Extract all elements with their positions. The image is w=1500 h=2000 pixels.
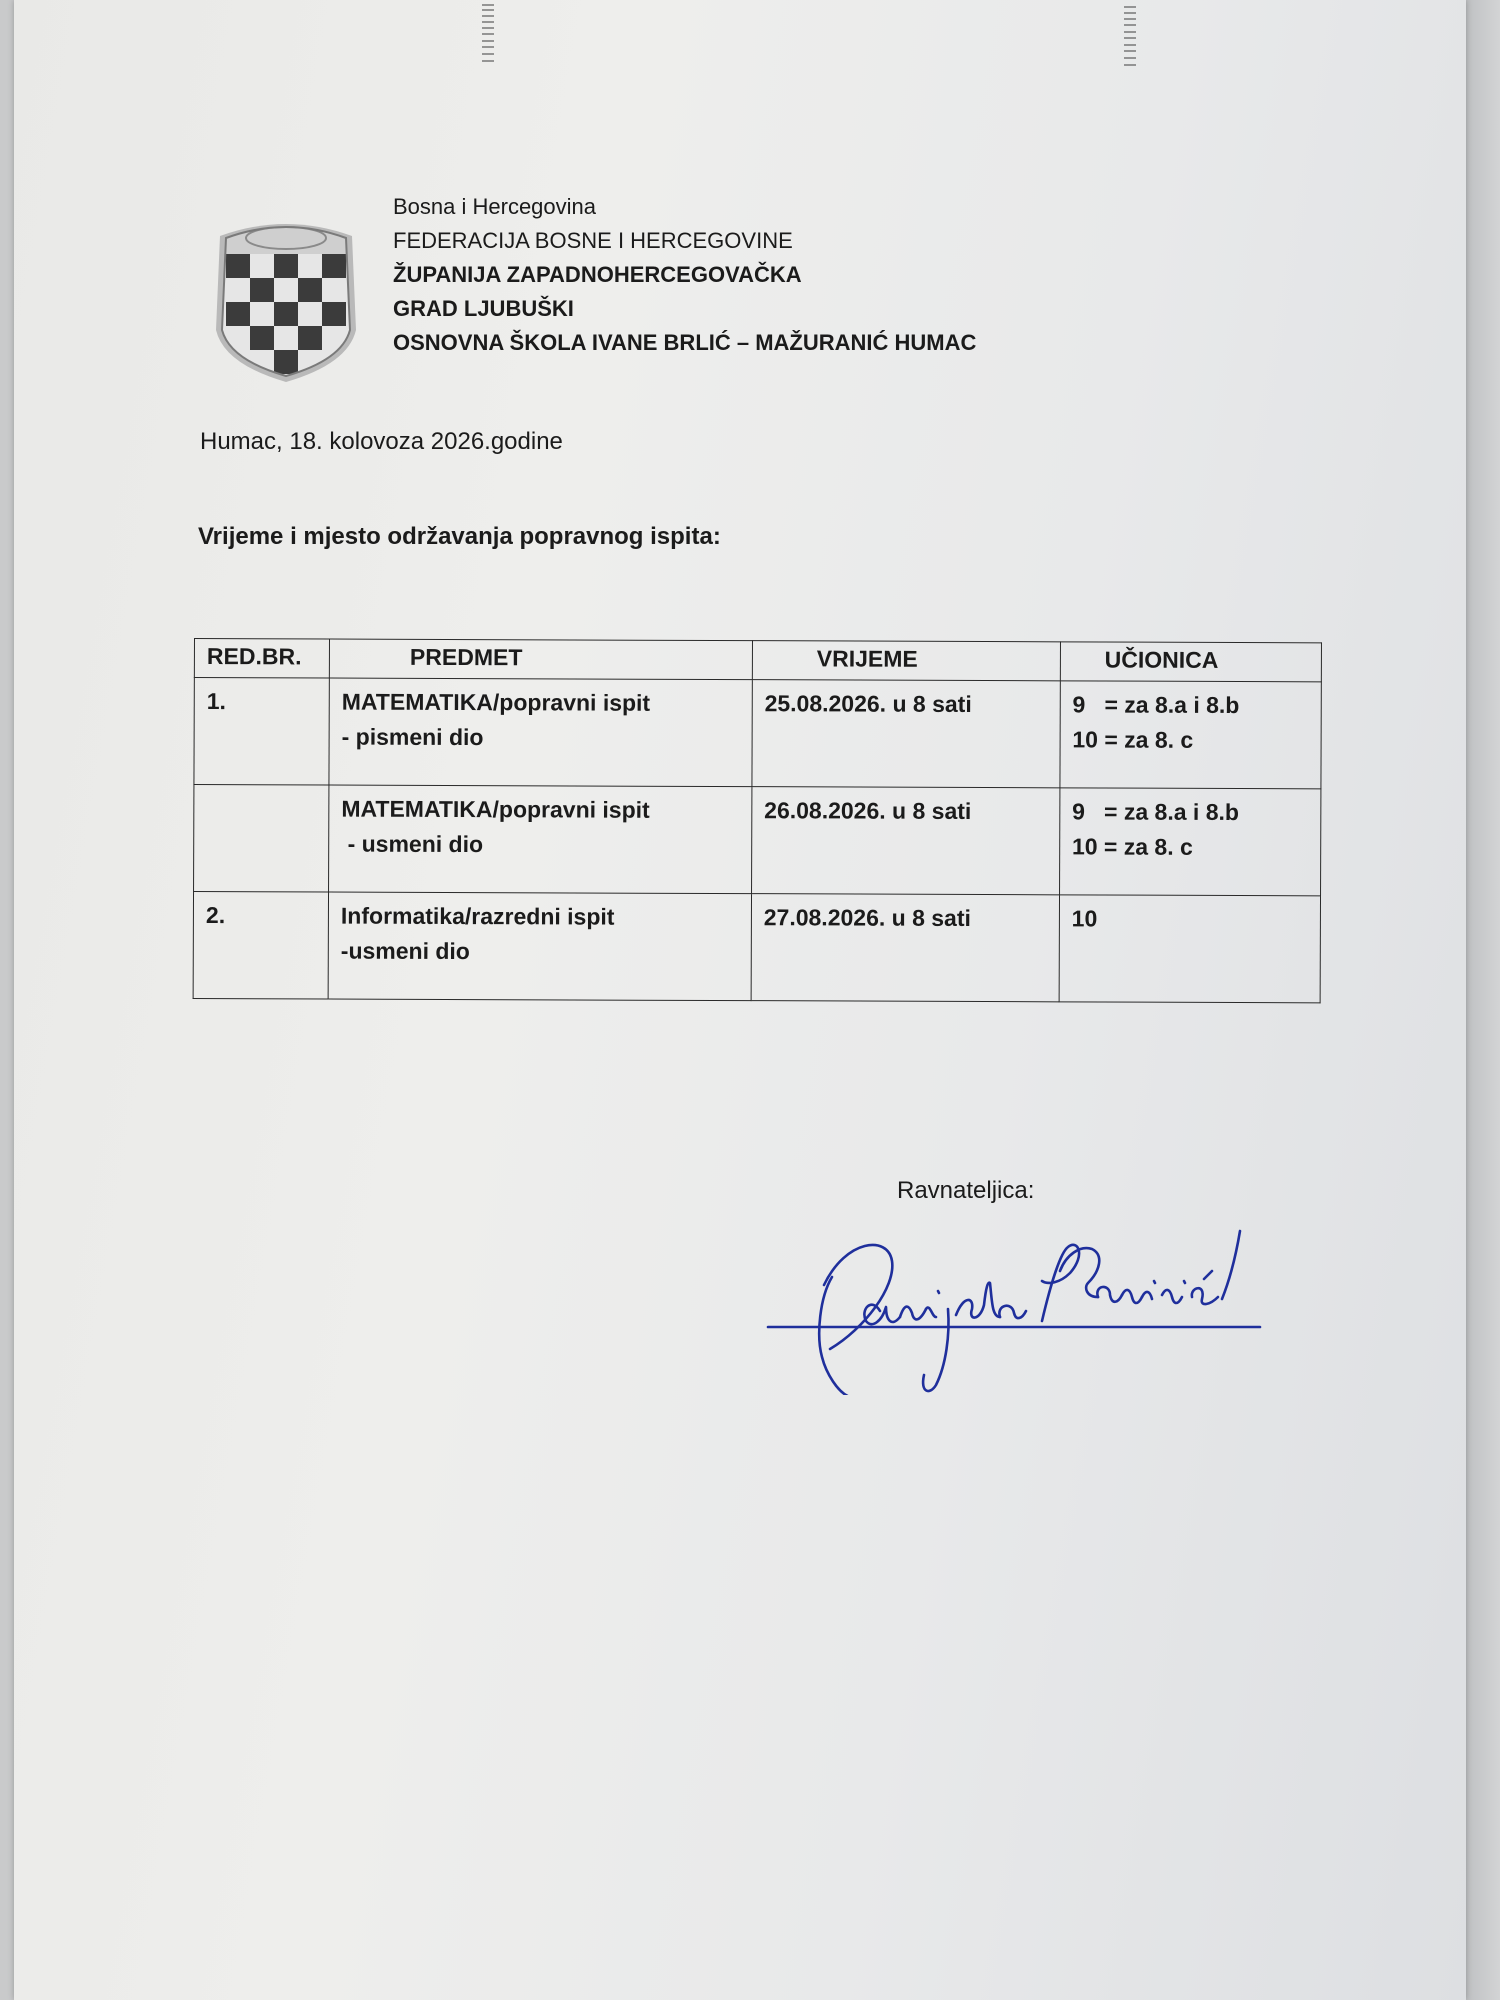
table-row <box>193 892 1320 1003</box>
subject-line: Informatika/razredni ispit <box>340 902 615 930</box>
document-heading: Vrijeme i mjesto održavanja popravnog ispita: <box>198 523 721 550</box>
staple-mark <box>482 0 494 70</box>
letterhead-federation: FEDERACIJA BOSNE I HERCEGOVINE <box>393 228 793 253</box>
handwritten-signature <box>760 1225 1272 1395</box>
room-line: 9 = za 8.a i 8.b <box>1072 691 1240 719</box>
letterhead <box>393 190 976 360</box>
signer-title: Ravnateljica: <box>897 1177 1035 1204</box>
room-line: 10 = za 8. c <box>1071 833 1193 860</box>
room-line: 10 <box>1071 905 1098 932</box>
letterhead-city: GRAD LJUBUŠKI <box>393 296 574 321</box>
letterhead-school: OSNOVNA ŠKOLA IVANE BRLIĆ – MAŽURANIĆ HUMAC <box>393 330 977 355</box>
table-row <box>194 785 1321 896</box>
subject-line: - pismeni dio <box>341 723 484 751</box>
cell-time: 26.08.2026. u 8 sati <box>751 787 1059 895</box>
checkerboard-coat-of-arms-icon <box>200 210 372 382</box>
cell-number: 1. <box>194 678 329 786</box>
cell-subject <box>328 892 751 1001</box>
cell-room <box>1060 681 1322 789</box>
header-cell-number: RED.BR. <box>194 639 329 679</box>
subject-line: MATEMATIKA/popravni ispit <box>341 688 651 716</box>
letterhead-country: Bosna i Hercegovina <box>393 194 597 219</box>
cell-room <box>1059 788 1321 896</box>
date-line: Humac, 18. kolovoza 2026.godine <box>200 428 563 455</box>
subject-line: - usmeni dio <box>341 830 484 858</box>
page-edge <box>1466 0 1500 2000</box>
subject-line: MATEMATIKA/popravni ispit <box>341 795 650 823</box>
table-header-row <box>194 639 1321 682</box>
letterhead-county: ŽUPANIJA ZAPADNOHERCEGOVAČKA <box>393 262 802 287</box>
cell-number: 2. <box>193 892 328 1000</box>
header-cell-time: VRIJEME <box>752 641 1060 681</box>
cell-room <box>1059 895 1321 1003</box>
cell-number <box>194 785 329 893</box>
cell-subject <box>329 785 752 894</box>
staple-mark <box>1124 0 1136 70</box>
header-cell-room: UČIONICA <box>1060 642 1321 682</box>
table-row <box>194 678 1321 789</box>
header-cell-subject: PREDMET <box>329 639 752 680</box>
cell-subject <box>329 678 752 787</box>
cell-time: 25.08.2026. u 8 sati <box>752 680 1060 788</box>
cell-time: 27.08.2026. u 8 sati <box>751 894 1059 1002</box>
subject-line: -usmeni dio <box>340 937 470 965</box>
room-line: 10 = za 8. c <box>1072 726 1194 753</box>
exam-schedule-table <box>193 638 1322 1003</box>
room-line: 9 = za 8.a i 8.b <box>1072 798 1240 826</box>
